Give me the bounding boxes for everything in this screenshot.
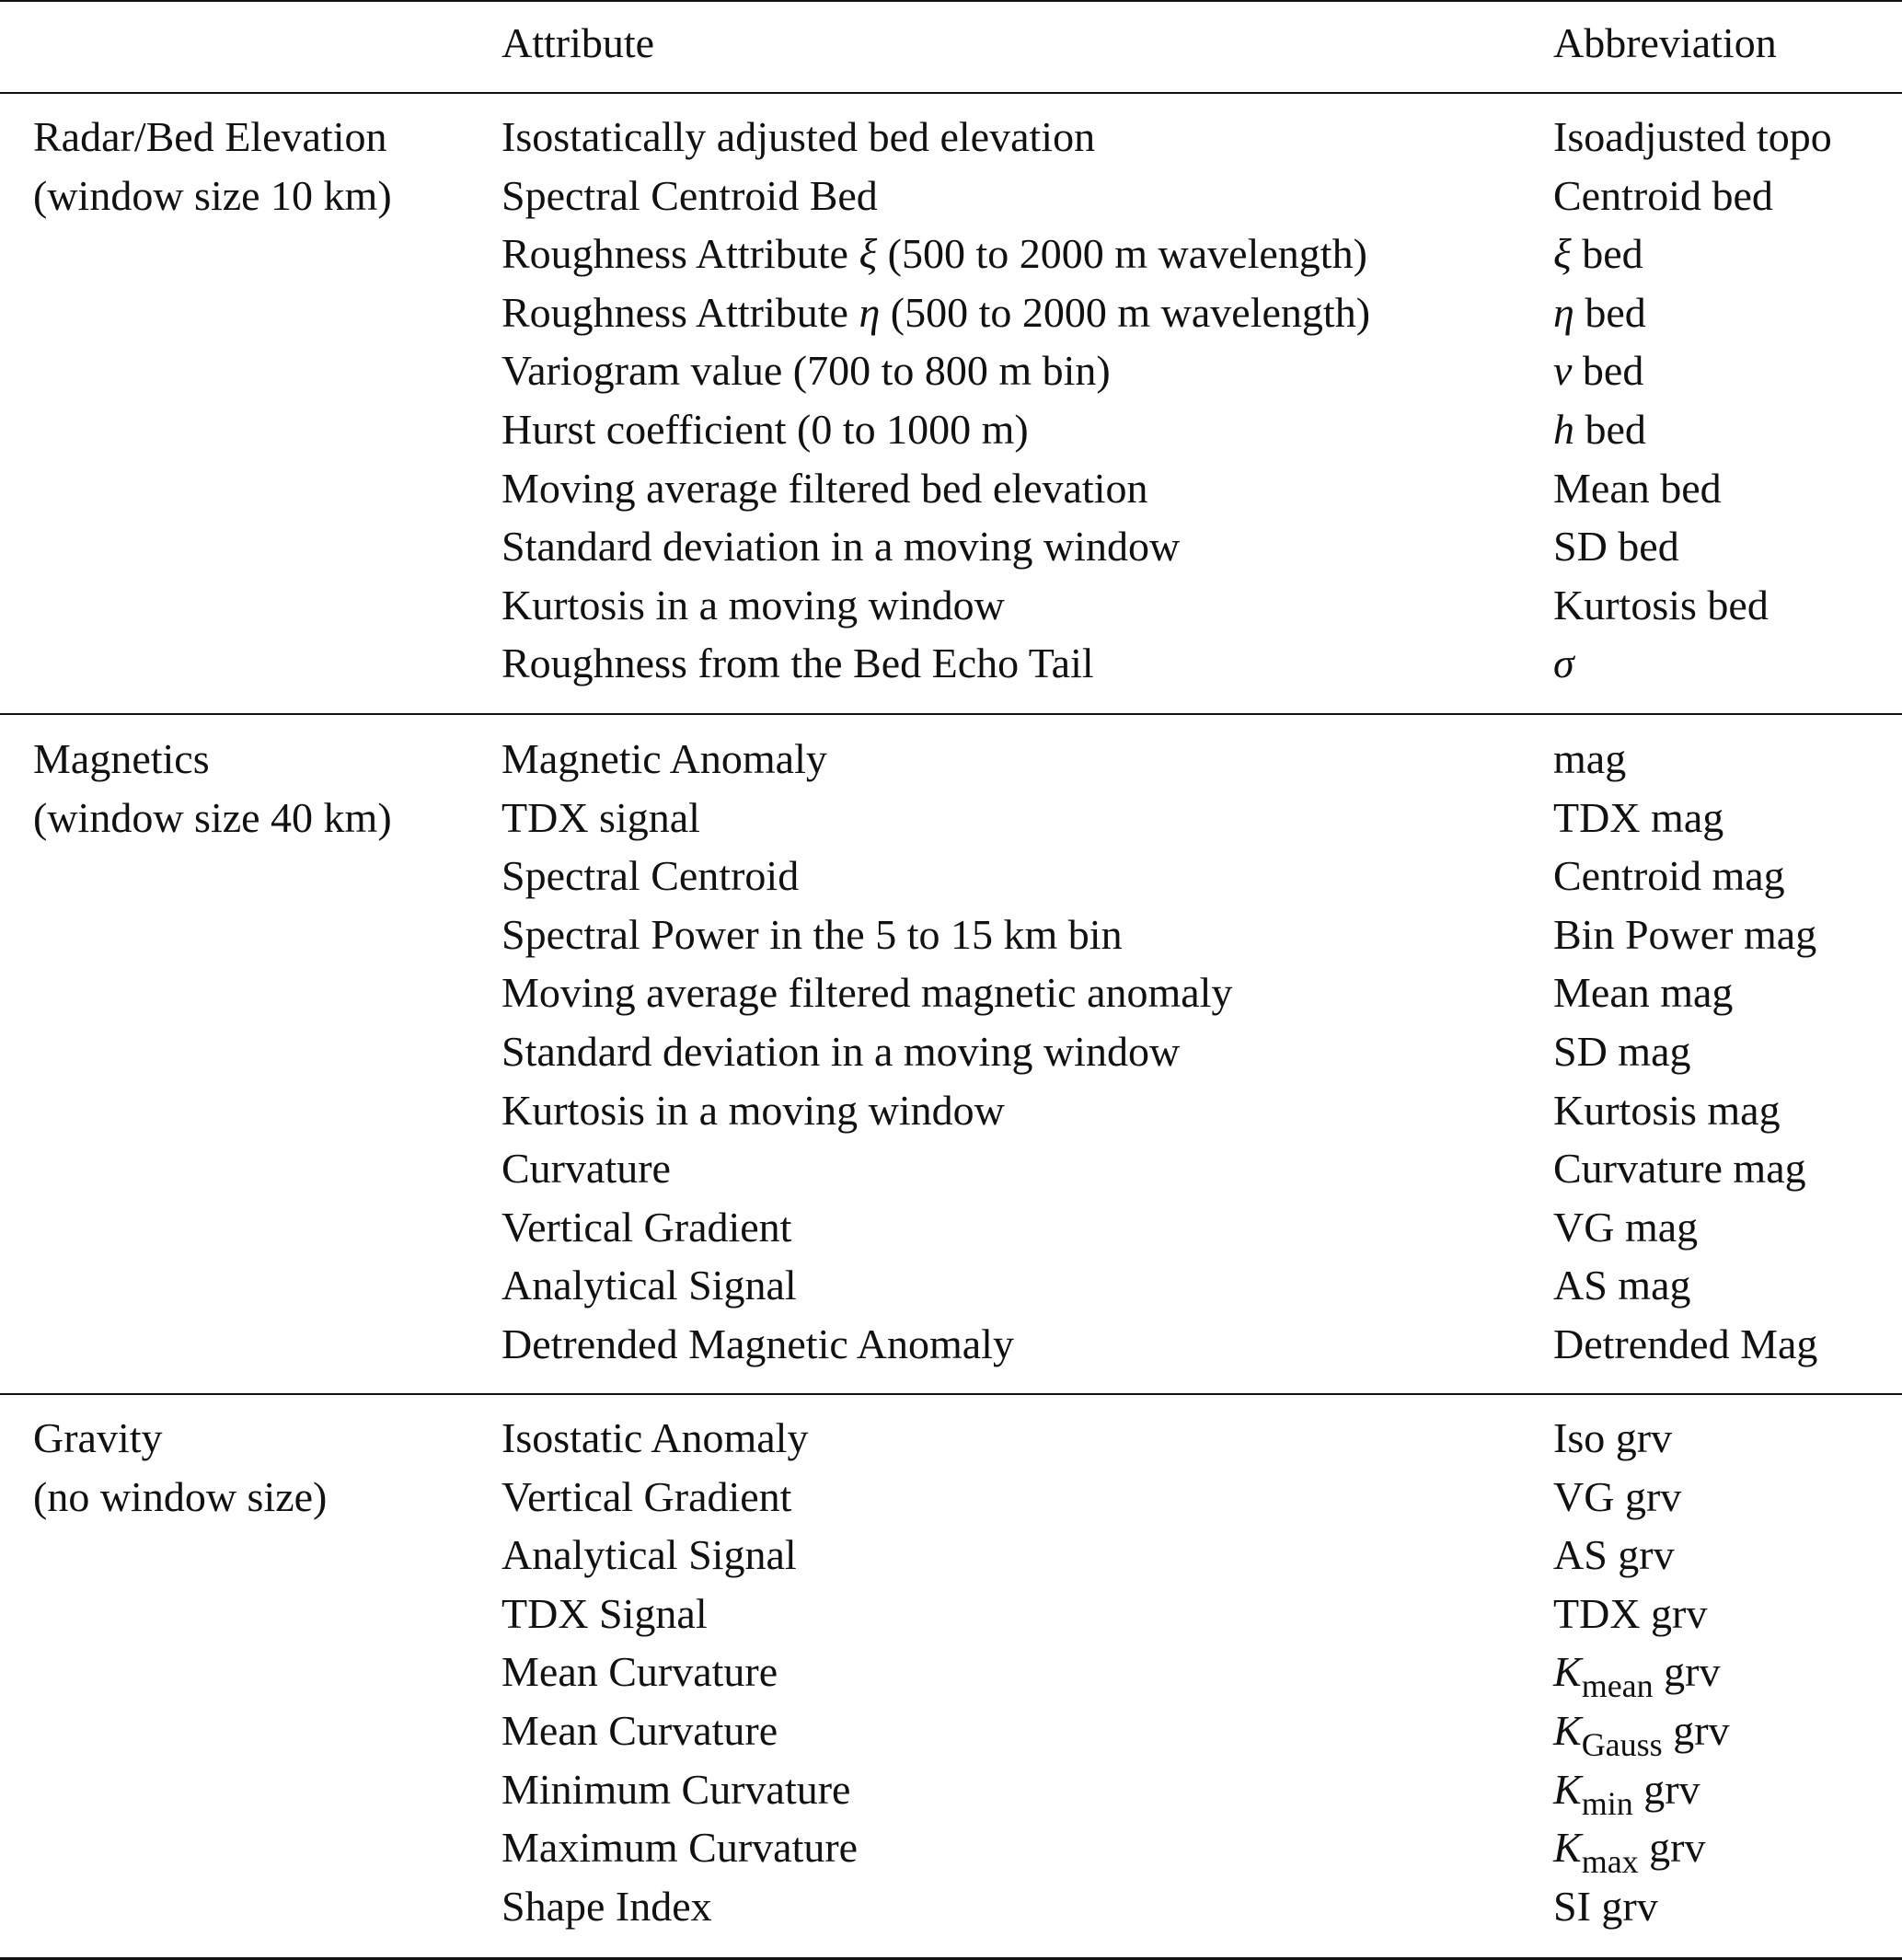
attribute-cell [501,167,878,225]
section-label: (window size 40 km) [33,793,392,841]
abbreviation-text: bed [1574,406,1646,453]
attribute-text: Minimum Curvature [501,1765,851,1813]
attribute-symbol: η [859,288,881,336]
abbreviation-cell [1553,1643,1720,1704]
section-label: Gravity [33,1414,163,1461]
attribute-text: Detrended Magnetic Anomaly [501,1320,1014,1367]
attribute-text: (500 to 2000 m wavelength) [877,230,1367,278]
attribute-text: Moving average filtered magnetic anomaly [501,969,1233,1017]
header-abbreviation: Abbreviation [1553,19,1777,66]
table-row [0,1409,1902,1468]
abbreviation-cell [1553,1818,1706,1880]
attribute-cell [501,730,827,789]
abbreviation-text: Bin Power mag [1553,910,1817,958]
attribute-text: Roughness Attribute [501,288,859,336]
attribute-cell [501,1139,671,1198]
abbreviation-symbol: K [1553,1707,1582,1754]
abbreviation-symbol: v [1553,347,1573,395]
attribute-cell [501,905,1123,964]
table-row [0,576,1902,635]
attribute-text: Magnetic Anomaly [501,735,827,782]
attribute-cell [501,1585,708,1643]
table-row [0,789,1902,847]
abbreviation-text: SD bed [1553,523,1679,571]
table-row [0,108,1902,167]
table-row [0,1081,1902,1140]
abbreviation-text: Kurtosis mag [1553,1086,1781,1134]
attribute-text: Isostatic Anomaly [501,1414,809,1461]
abbreviation-cell [1553,1877,1658,1936]
abbreviation-text: grv [1632,1765,1700,1813]
table-row [0,517,1902,576]
abbreviation-cell [1553,225,1643,283]
attribute-text: Variogram value (700 to 800 m bin) [501,347,1111,395]
abbreviation-text: bed [1571,230,1643,278]
attribute-text: Kurtosis in a moving window [501,581,1005,628]
attribute-text: Analytical Signal [501,1262,797,1309]
attribute-cell [501,576,1005,635]
attribute-cell [501,1081,1005,1140]
table-row [0,1643,1902,1705]
abbreviation-text: Centroid bed [1553,171,1773,219]
abbreviation-cell [1553,1315,1817,1374]
abbreviation-cell [1553,1198,1698,1257]
abbreviation-text: Isoadjusted topo [1553,113,1832,160]
abbreviation-text: Mean mag [1553,969,1734,1017]
abbreviation-text: bed [1572,347,1644,395]
attribute-text: Roughness from the Bed Echo Tail [501,640,1094,687]
section-rule [0,713,1902,715]
attribute-text: Maximum Curvature [501,1824,859,1872]
abbreviation-subscript: min [1581,1784,1633,1822]
attribute-text: Analytical Signal [501,1531,797,1579]
attribute-cell [501,1468,791,1527]
table-row [0,283,1902,342]
attribute-cell [501,1526,797,1585]
abbreviation-text: AS mag [1553,1262,1691,1309]
attribute-cell [501,634,1094,693]
attribute-cell [501,1409,808,1468]
table-row [0,730,1902,789]
attribute-text: Spectral Power in the 5 to 15 km bin [501,910,1123,958]
attribute-cell [501,1760,850,1819]
table-row [0,1198,1902,1257]
abbreviation-cell [1553,789,1723,847]
abbreviation-cell [1553,400,1646,459]
abbreviation-cell [1553,167,1773,225]
abbreviation-text: TDX mag [1553,793,1724,841]
table-row [0,1022,1902,1081]
section-label: (no window size) [33,1472,328,1520]
attribute-cell [501,1256,797,1315]
attribute-text: Mean Curvature [501,1648,778,1696]
table-row [0,963,1902,1022]
abbreviation-cell [1553,730,1626,789]
abbreviation-cell [1553,283,1646,342]
attribute-text: Moving average filtered bed elevation [501,464,1148,512]
abbreviation-cell [1553,517,1679,576]
attribute-cell [501,517,1180,576]
table-row [0,1256,1902,1315]
attribute-cell [501,1315,1014,1374]
attribute-text: Mean Curvature [501,1707,778,1754]
abbreviation-cell [1553,963,1733,1022]
attribute-symbol: ξ [859,230,878,278]
abbreviation-cell [1553,1526,1675,1585]
abbreviation-cell [1553,1409,1672,1468]
attribute-cell [501,341,1111,400]
table-row [0,634,1902,693]
abbreviation-text: SD mag [1553,1028,1691,1075]
abbreviation-symbol: ξ [1553,230,1572,278]
abbreviation-cell [1553,1139,1806,1198]
abbreviation-text: grv [1662,1707,1730,1754]
table-row [0,1139,1902,1198]
table-row [0,1585,1902,1643]
section-rule [0,1393,1902,1395]
table-row [0,341,1902,400]
abbreviation-text: grv [1653,1648,1721,1696]
attribute-text: Roughness Attribute [501,230,859,278]
attribute-text: Curvature [501,1145,671,1193]
attribute-cell [501,1701,778,1760]
top-rule [0,0,1902,2]
abbreviation-text: Mean bed [1553,464,1722,512]
table-row [0,1468,1902,1527]
header-attribute: Attribute [501,19,655,66]
attribute-text: Spectral Centroid Bed [501,171,878,219]
table-row [0,847,1902,905]
table-row [0,167,1902,225]
attribute-text: Vertical Gradient [501,1203,792,1251]
attribute-cell [501,1643,778,1701]
attribute-text: (500 to 2000 m wavelength) [880,288,1371,336]
attribute-cell [501,1818,858,1877]
abbreviation-text: bed [1573,288,1646,336]
abbreviation-cell [1553,1081,1781,1140]
table-row [0,400,1902,459]
abbreviation-text: grv [1638,1824,1706,1872]
abbreviation-cell [1553,847,1785,905]
abbreviation-text: Iso grv [1553,1414,1673,1461]
abbreviation-cell [1553,634,1574,693]
abbreviation-cell [1553,341,1643,400]
attribute-text: TDX signal [501,793,700,841]
table-row [0,1877,1902,1936]
abbreviation-text: SI grv [1553,1882,1658,1930]
abbreviation-cell [1553,1468,1681,1527]
abbreviation-cell [1553,905,1816,964]
abbreviation-text: AS grv [1553,1531,1675,1579]
abbreviation-cell [1553,1760,1700,1822]
abbreviation-symbol: h [1553,406,1574,453]
attribute-cell [501,459,1148,518]
attribute-cell [501,400,1029,459]
abbreviation-text: VG mag [1553,1203,1699,1251]
attribute-text: Hurst coefficient (0 to 1000 m) [501,406,1029,453]
table-row [0,1315,1902,1374]
table-row [0,459,1902,518]
section-label: Radar/Bed Elevation [33,113,387,160]
table-row [0,1526,1902,1585]
abbreviation-symbol: K [1553,1765,1582,1813]
abbreviation-cell [1553,1022,1691,1081]
table-row [0,1818,1902,1881]
table-row [0,1760,1902,1822]
table-row [0,905,1902,964]
table-row [0,225,1902,283]
abbreviation-text: mag [1553,735,1627,782]
abbreviation-text: Centroid mag [1553,852,1785,900]
abbreviation-symbol: K [1553,1648,1582,1696]
attribute-text: Shape Index [501,1882,712,1930]
abbreviation-text: VG grv [1553,1472,1682,1520]
attribute-cell [501,1022,1180,1081]
attribute-text: Kurtosis in a moving window [501,1086,1005,1134]
abbreviation-text: Curvature mag [1553,1145,1806,1193]
header-rule [0,92,1902,94]
abbreviation-subscript: Gauss [1581,1726,1663,1763]
abbreviation-cell [1553,1256,1691,1315]
abbreviation-symbol: σ [1553,640,1574,687]
abbreviation-symbol: K [1553,1824,1582,1872]
attribute-text: Standard deviation in a moving window [501,1028,1181,1075]
abbreviation-cell [1553,459,1722,518]
table-header-row [0,14,1902,73]
attribute-cell [501,225,1367,283]
attribute-cell [501,963,1232,1022]
abbreviation-subscript: max [1581,1843,1639,1881]
table-row [0,1701,1902,1763]
attribute-cell [501,1877,712,1936]
attribute-text: Spectral Centroid [501,852,800,900]
attribute-text: Isostatically adjusted bed elevation [501,113,1096,160]
section-label: (window size 10 km) [33,171,392,219]
abbreviation-cell [1553,1701,1730,1763]
abbreviation-cell [1553,108,1832,167]
attribute-cell [501,1198,791,1257]
abbreviation-subscript: mean [1581,1667,1654,1705]
abbreviation-text: TDX grv [1553,1589,1708,1637]
abbreviation-cell [1553,1585,1707,1643]
section-label: Magnetics [33,735,210,782]
attribute-text: Standard deviation in a moving window [501,523,1181,571]
attribute-cell [501,283,1370,342]
abbreviation-cell [1553,576,1769,635]
abbreviation-text: Kurtosis bed [1553,581,1769,628]
attribute-cell [501,108,1095,167]
attribute-cell [501,789,700,847]
attribute-text: Vertical Gradient [501,1472,792,1520]
abbreviation-text: Detrended Mag [1553,1320,1818,1367]
attribute-text: TDX Signal [501,1589,708,1637]
abbreviation-symbol: η [1553,288,1574,336]
attribute-cell [501,847,799,905]
